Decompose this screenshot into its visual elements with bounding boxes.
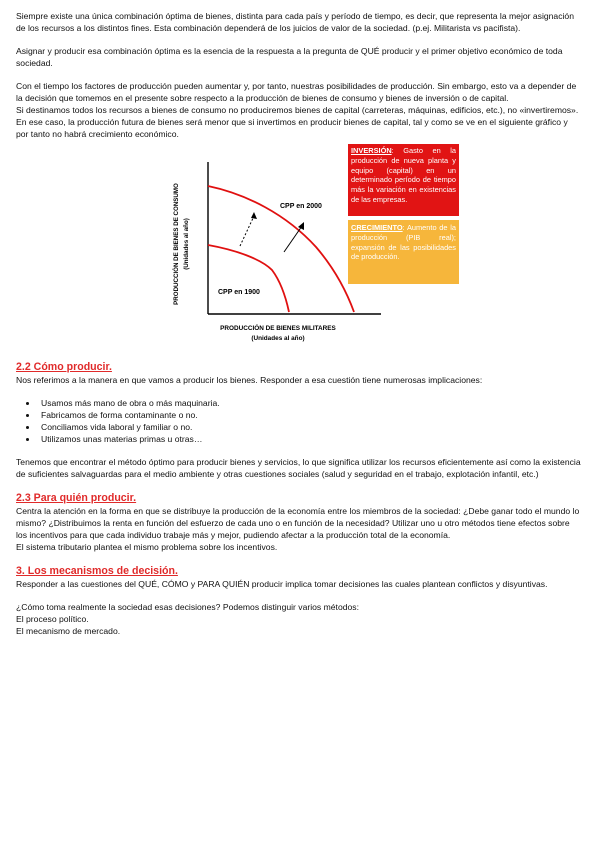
production-choices-list <box>16 397 582 445</box>
investment-definition-box <box>348 144 459 216</box>
list-item: • Usamos más mano de obra o más maquinaria. <box>38 397 582 409</box>
x-axis-label: PRODUCCIÓN DE BIENES MILITARES <box>220 325 336 332</box>
curve-label-1900: CPP en 1900 <box>218 289 260 296</box>
method-political: El proceso político. <box>16 614 89 624</box>
growth-term: CRECIMIENTO <box>351 223 403 232</box>
section-2-3-paragraph-1: Centra la atención en la forma en que se distribuye la producción de la economía entre los miembros de la sociedad: ¿Debe ganar todo el mundo lo mismo? ¿Distribuimos la renta en función del esfuerzo de cada uno o en función de la necesidad? Utilizar uno u otro métodos tiene efectos sobre los incentivos para que cada individuo trabaje más y mejor, pudiendo afectar a la producción total de la economía. <box>16 506 580 540</box>
document-page <box>16 10 582 637</box>
shift-arrow-2 <box>284 226 302 252</box>
intro-paragraph-2: Asignar y producir esa combinación óptima es la esencia de la respuesta a la pregunta de QUÉ producir y el primer objetivo económico de toda sociedad. <box>16 46 563 68</box>
section-2-3-title: 2.3 Para quién producir. <box>16 492 137 504</box>
y-axis-label: PRODUCCIÓN DE BIENES DE CONSUMO <box>173 183 180 305</box>
growth-text: : Aumento de la producción (PIB real); expansión de las posibilidades de producción. <box>351 223 456 262</box>
y-axis-units: (Unidades al año) <box>183 218 190 270</box>
intro-paragraph-3: Con el tiempo los factores de producción pueden aumentar y, por tanto, nuestras posibilidades de producción. Sin embargo, esto va a depender de la decisión que tomemos en el presente sobre respecto a la producción de bienes de consumo y bienes de inversión o de capital. <box>16 81 577 103</box>
section-2-2-lead: Nos referimos a la manera en que vamos a producir los bienes. Responder a esa cuestión tiene numerosas implicaciones: <box>16 375 483 385</box>
growth-definition-box <box>348 220 459 284</box>
investment-term: INVERSIÓN <box>351 146 392 155</box>
list-item: • Fabricamos de forma contaminante o no. <box>38 409 582 421</box>
investment-text: : Gasto en la producción de nueva planta y equipo (capital) en un determinado período de tiempo más la variación en existencias de las empresas. <box>351 146 456 204</box>
shift-arrow-1-head <box>251 212 257 219</box>
curve-label-2000: CPP en 2000 <box>280 203 322 210</box>
list-item: • Conciliamos vida laboral y familiar o no. <box>38 421 582 433</box>
shift-arrow-1 <box>240 216 254 246</box>
shift-arrow-2-head <box>298 222 304 230</box>
method-market: El mecanismo de mercado. <box>16 626 121 636</box>
section-3-title: 3. Los mecanismos de decisión. <box>16 565 178 577</box>
section-2-2-closing: Tenemos que encontrar el método óptimo para producir bienes y servicios, lo que significa utilizar los recursos eficientemente así como la existencia de suficientes salvaguardas para el medio ambiente y otras cuestiones sociales (salud y seguridad en el trabajo, explotación infantil, etc.) <box>16 457 581 479</box>
ppf-figure <box>0 140 600 360</box>
ppf-curve-1900 <box>208 245 289 312</box>
section-3-paragraph-2: ¿Cómo toma realmente la sociedad esas decisiones? Podemos distinguir varios métodos: <box>16 602 359 612</box>
list-item: • Utilizamos unas materias primas u otras… <box>38 433 582 445</box>
section-2-3-paragraph-2: El sistema tributario plantea el mismo problema sobre los incentivos. <box>16 542 278 552</box>
intro-paragraph-1: Siempre existe una única combinación óptima de bienes, distinta para cada país y período de tiempo, es decir, que representa la mejor asignación de los recursos a los distintos fines. Esta combinación dependerá de los juicios de valor de la sociedad. (p.ej. Militarista vs pacifista). <box>16 11 574 33</box>
section-3-paragraph-1: Responder a las cuestiones del QUÉ, CÓMO y PARA QUIÉN producir implica tomar decisiones las cuales plantean conflictos y disyuntivas. <box>16 579 548 589</box>
x-axis-units: (Unidades al año) <box>251 335 305 342</box>
section-2-2-title: 2.2 Cómo producir. <box>16 361 112 373</box>
intro-paragraph-4: Si destinamos todos los recursos a bienes de consumo no produciremos bienes de capital (carreteras, máquinas, edificios, etc.), no «invertiremos». En ese caso, la producción futura de bienes será menor que si invertimos en producir bienes de capital, tal y como se ve en el siguiente gráfico y por tanto no habrá crecimiento económico. <box>16 105 579 139</box>
